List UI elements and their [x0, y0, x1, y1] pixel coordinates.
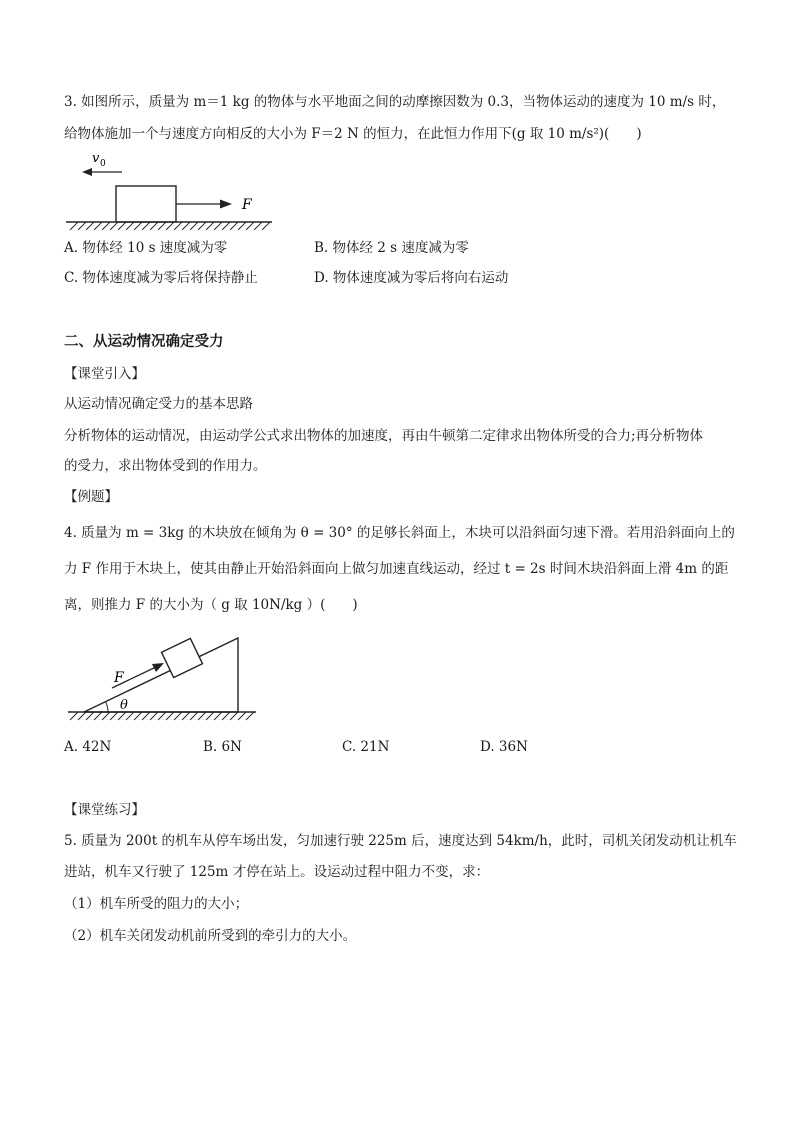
example-tag: 【例题】 — [64, 489, 118, 505]
q3-ground-hatch — [70, 222, 270, 230]
q4-option-a: A. 42N — [64, 739, 112, 755]
intro-body-line1: 分析物体的运动情况，由运动学公式求出物体的加速度，再由牛顿第二定律求出物体所受的合力;再分析物体 — [64, 428, 704, 444]
q3-force-arrowhead — [220, 200, 232, 209]
q3-v0-subscript: 0 — [100, 159, 106, 169]
q3-force-label: F — [242, 197, 252, 213]
q4-option-d: D. 36N — [480, 739, 528, 755]
q3-figure — [64, 148, 274, 232]
q5-sub-question-1: （1）机车所受的阻力的大小； — [64, 896, 249, 912]
q4-text-line1: 4. 质量为 m = 3kg 的木块放在倾角为 θ = 30° 的足够长斜面上，木块可以沿斜面匀速下滑。若用沿斜面向上的 — [64, 525, 735, 541]
section-heading: 二、从运动情况确定受力 — [64, 333, 224, 350]
q3-block — [116, 186, 176, 222]
q4-theta-label: θ — [120, 698, 128, 713]
q3-option-c: C. 物体速度减为零后将保持静止 — [64, 270, 258, 286]
q5-sub-question-2: （2）机车关闭发动机前所受到的牵引力的大小。 — [64, 928, 357, 944]
intro-tag: 【课堂引入】 — [64, 366, 145, 382]
q3-option-d: D. 物体速度减为零后将向右运动 — [314, 270, 509, 286]
q5-text-line2: 进站，机车又行驶了 125m 才停在站上。设运动过程中阻力不变，求： — [64, 864, 490, 880]
q3-v0-label: v — [92, 151, 100, 166]
q4-text-line3: 离，则推力 F 的大小为（ g 取 10N/kg ）( ) — [64, 597, 358, 613]
q5-text-line1: 5. 质量为 200t 的机车从停车场出发，匀加速行驶 225m 后，速度达到 54km/h，此时，司机关闭发动机让机车 — [64, 833, 737, 849]
q4-ground-hatch — [70, 712, 254, 720]
q4-incline — [84, 638, 238, 712]
q4-figure — [64, 630, 264, 722]
q3-option-a: A. 物体经 10 s 速度减为零 — [64, 240, 228, 256]
q4-option-b: B. 6N — [203, 739, 242, 755]
q4-text-line2: 力 F 作用于木块上，使其由静止开始沿斜面向上做匀加速直线运动，经过 t = 2s 时间木块沿斜面上滑 4m 的距 — [64, 561, 729, 577]
intro-body-line2: 的受力，求出物体受到的作用力。 — [64, 458, 267, 474]
q4-force-label: F — [114, 670, 124, 686]
q3-option-b: B. 物体经 2 s 速度减为零 — [314, 240, 469, 256]
q3-text-line1: 3. 如图所示，质量为 m＝1 kg 的物体与水平地面之间的动摩擦因数为 0.3，当物体运动的速度为 10 m/s 时， — [64, 94, 726, 110]
q4-force-arrowhead — [152, 663, 164, 672]
q3-velocity-arrowhead — [82, 168, 92, 176]
q3-text-line2: 给物体施加一个与速度方向相反的大小为 F＝2 N 的恒力，在此恒力作用下(g 取 10 m/s²)( ) — [64, 126, 642, 142]
intro-title: 从运动情况确定受力的基本思路 — [64, 396, 253, 412]
practice-tag: 【课堂练习】 — [64, 802, 145, 818]
q4-option-c: C. 21N — [342, 739, 390, 755]
